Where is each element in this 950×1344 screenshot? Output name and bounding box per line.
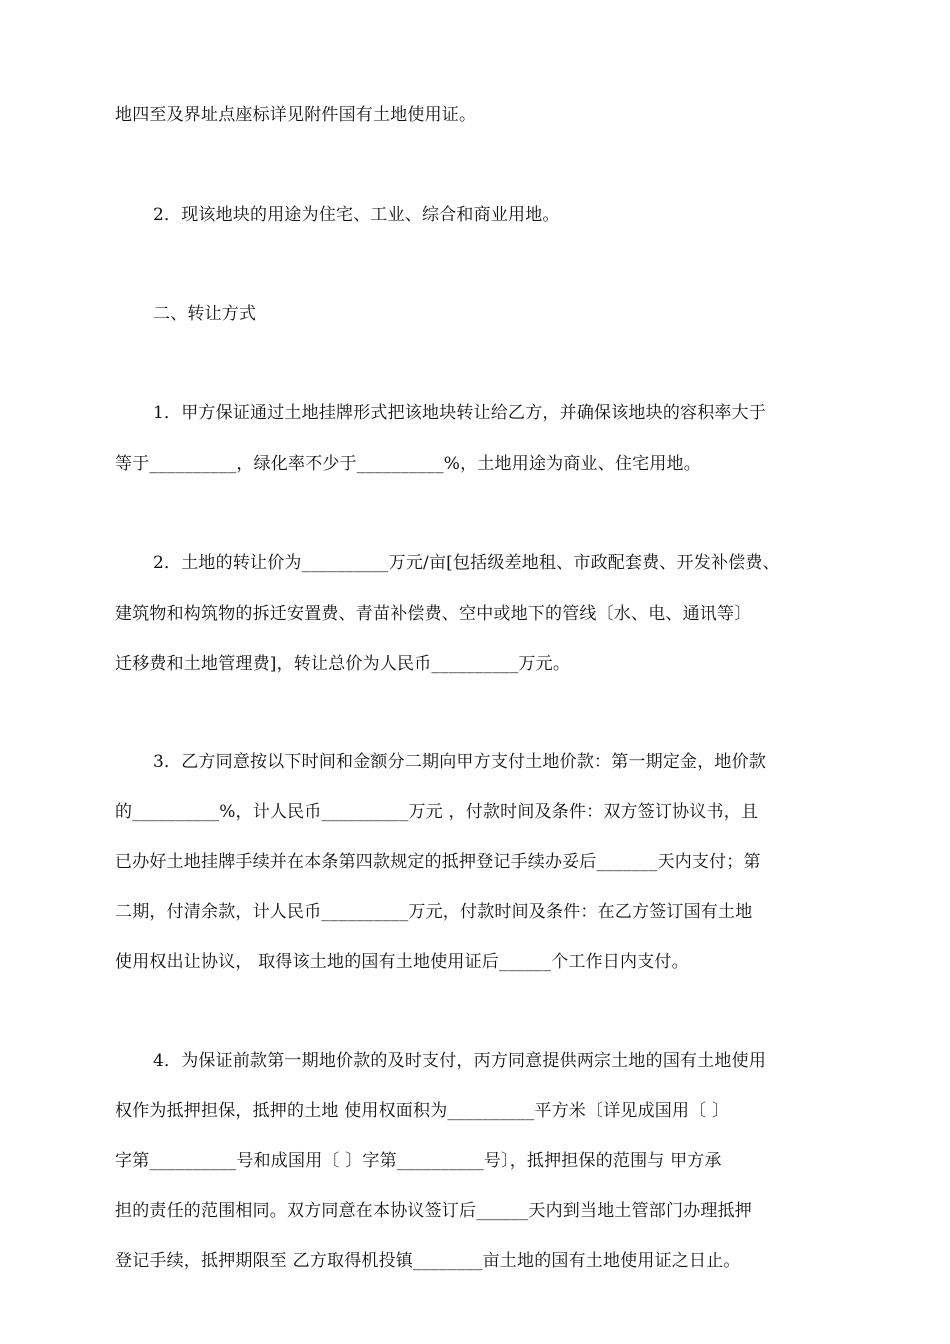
text-line: 使用权出让协议， 取得该土地的国有土地使用证后______个工作日内支付。 [115,952,689,972]
text-line: 二期，付清余款，计人民币__________万元，付款时间及条件：在乙方签订国有土地 [115,902,753,922]
text-line: 字第__________号和成国用〔 〕字第__________号〕，抵押担保的范围与 甲方承 [115,1151,722,1171]
text-line: 1．甲方保证通过土地挂牌形式把该地块转让给乙方，并确保该地块的容积率大于 [153,403,767,423]
text-line: 2．土地的转让价为__________万元/亩[包括级差地租、市政配套费、开发补偿费、 [153,553,780,573]
text-line: 4．为保证前款第一期地价款的及时支付，丙方同意提供两宗土地的国有土地使用 [153,1051,767,1071]
section-heading: 二、转让方式 [153,304,257,324]
text-line: 2．现该地块的用途为住宅、工业、综合和商业用地。 [153,205,560,225]
text-line: 权作为抵押担保，抵押的土地 使用权面积为__________平方米〔详见成国用〔 〕 [115,1101,730,1121]
text-line: 已办好土地挂牌手续并在本条第四款规定的抵押登记手续办妥后_______天内支付；第 [115,852,761,872]
text-line: 建筑物和构筑物的拆迁安置费、青苗补偿费、空中或地下的管线〔水、电、通讯等〕 [115,604,752,624]
text-line: 3．乙方同意按以下时间和金额分二期向甲方支付土地价款：第一期定金，地价款 [153,752,767,772]
text-line: 迁移费和土地管理费]，转让总价为人民币__________万元。 [115,654,571,674]
text-line: 等于__________，绿化率不少于__________%，土地用途为商业、住宅用地。 [115,454,701,474]
text-line: 担的责任的范围相同。双方同意在本协议签订后______天内到当地土管部门办理抵押 [115,1201,752,1221]
text-line: 登记手续，抵押期限至 乙方取得机投镇________亩土地的国有土地使用证之日止。 [115,1251,741,1271]
text-line: 的__________%，计人民币__________万元 ，付款时间及条件：双方签订协议书，且 [115,802,759,822]
text-line: 地四至及界址点座标详见附件国有土地使用证。 [115,105,477,125]
